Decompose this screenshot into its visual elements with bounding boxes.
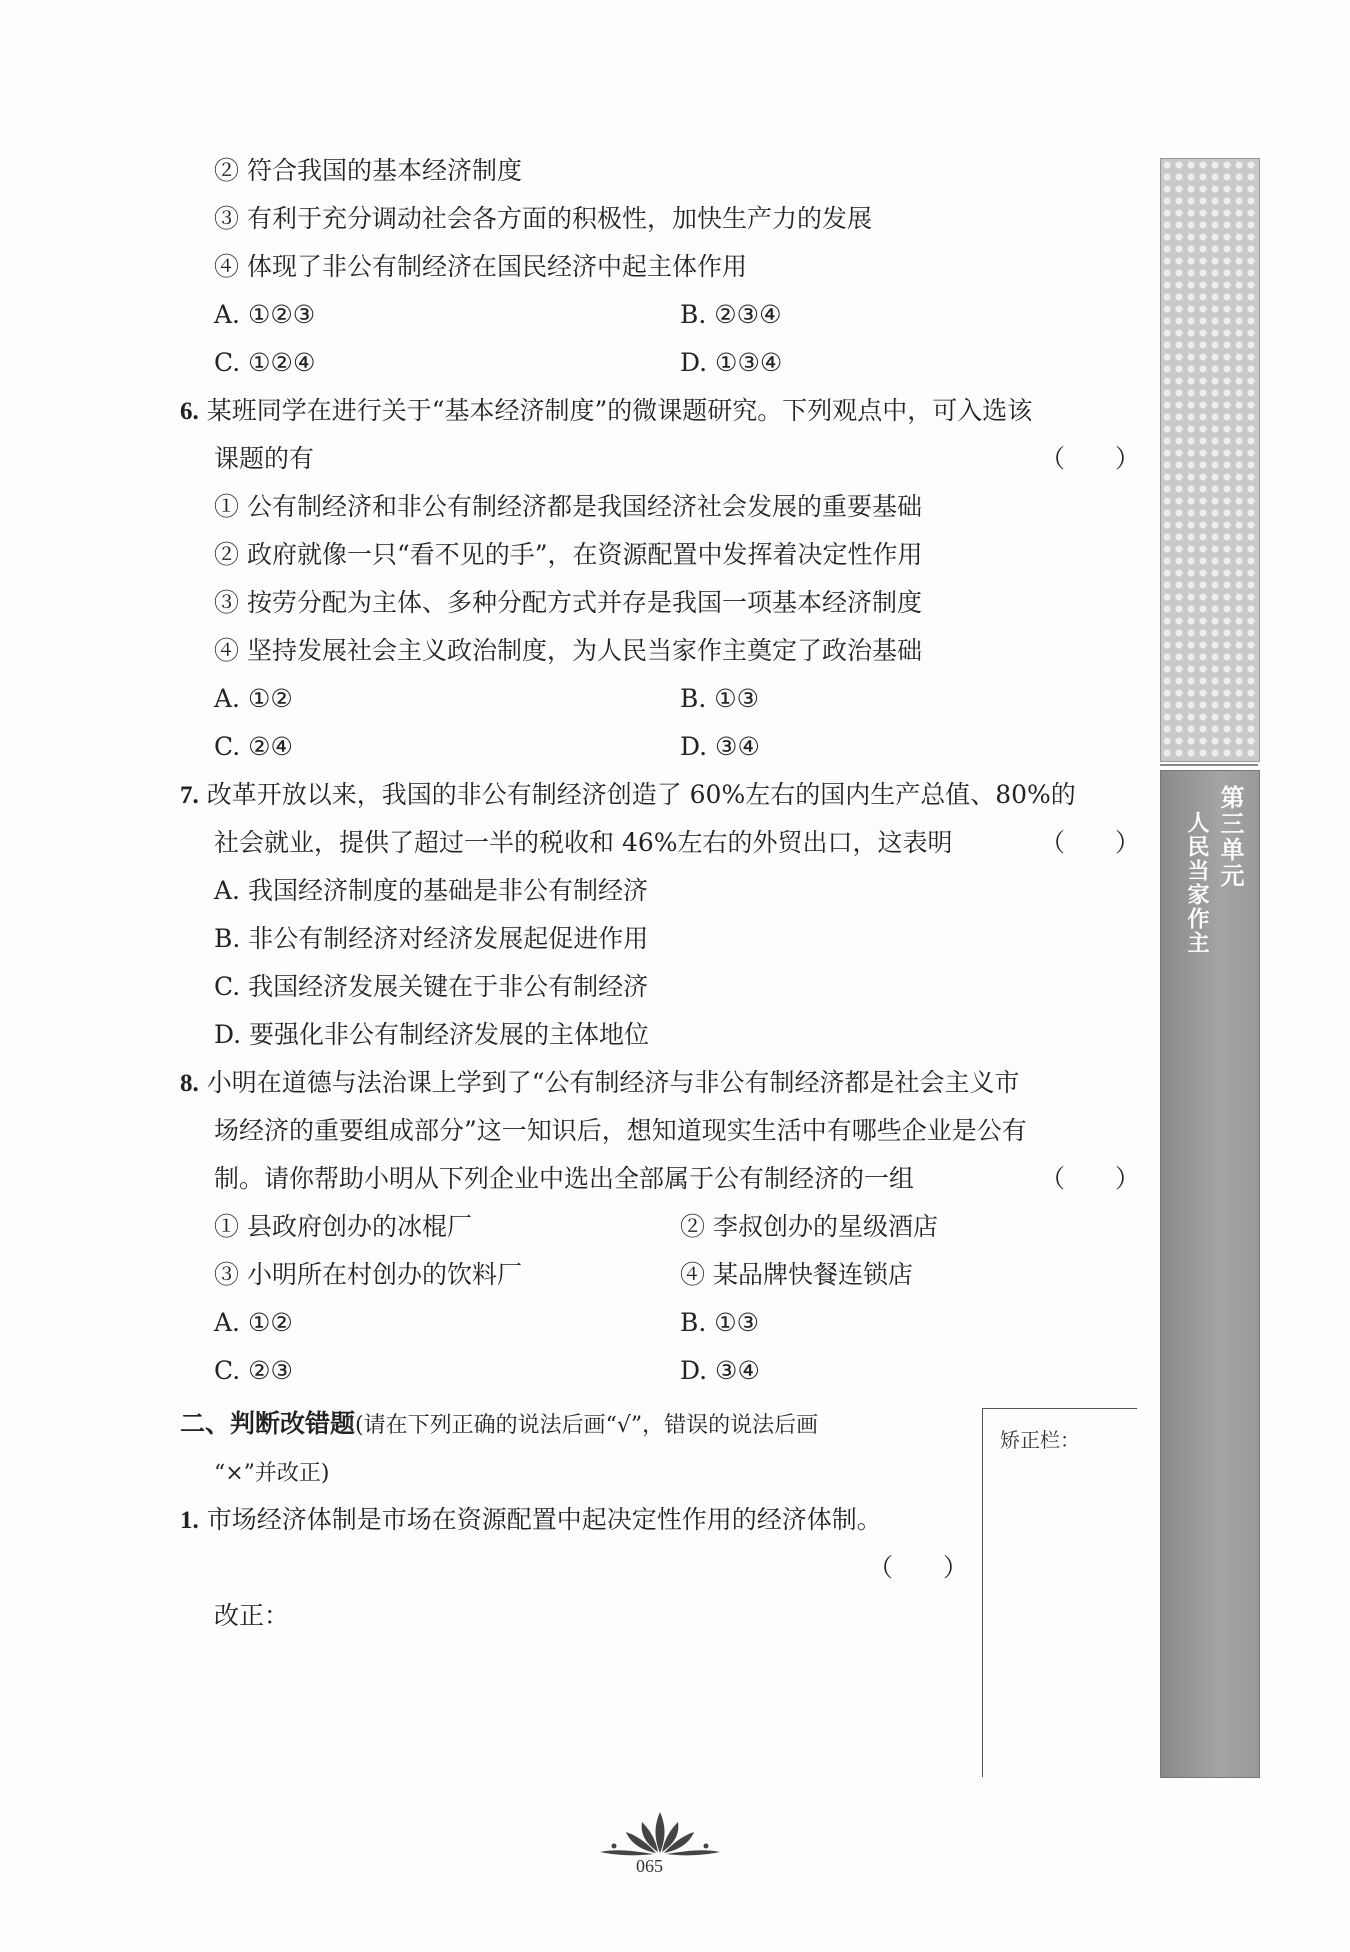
correction-column[interactable] <box>982 1408 1137 1777</box>
q5-choice-a[interactable]: A. ①②③ <box>214 300 316 329</box>
unit-title: 人民当家作主 <box>1184 811 1209 955</box>
q7-stem-line2: 社会就业，提供了超过一半的税收和 46%左右的外贸出口，这表明 <box>214 828 953 857</box>
q6-option-1: ① 公有制经济和非公有制经济都是我国经济社会发展的重要基础 <box>214 492 922 521</box>
q8-answer-blank[interactable]: （ ） <box>1040 1164 1141 1193</box>
q8-stem-text1: 小明在道德与法治课上学到了“公有制经济与非公有制经济都是社会主义市 <box>206 1068 1020 1097</box>
q7-choice-a[interactable]: A. 我国经济制度的基础是非公有制经济 <box>214 876 648 905</box>
q8-number: 8. <box>180 1070 199 1097</box>
q6-number: 6. <box>180 398 199 425</box>
q8-choice-a[interactable]: A. ①② <box>214 1308 293 1337</box>
j1-answer-blank[interactable]: （ ） <box>868 1553 969 1582</box>
q8-option-2: ② 李叔创办的星级酒店 <box>680 1212 938 1241</box>
q5-choice-b[interactable]: B. ②③④ <box>680 300 782 329</box>
q7-answer-blank[interactable]: （ ） <box>1040 828 1141 857</box>
side-tab-divider <box>1160 764 1258 766</box>
q6-stem-line2: 课题的有 <box>214 444 315 473</box>
q6-stem-line1 <box>180 395 1032 428</box>
q7-choice-c[interactable]: C. 我国经济发展关键在于非公有制经济 <box>214 972 649 1001</box>
q7-choice-d[interactable]: D. 要强化非公有制经济发展的主体地位 <box>214 1020 650 1049</box>
section-2-instruction-2: “×”并改正) <box>214 1461 330 1486</box>
q6-option-4: ④ 坚持发展社会主义政治制度，为人民当家作主奠定了政治基础 <box>214 636 922 665</box>
q8-option-3: ③ 小明所在村创办的饮料厂 <box>214 1260 522 1289</box>
q5-choice-d[interactable]: D. ①③④ <box>680 348 783 377</box>
q5-choice-c[interactable]: C. ①②④ <box>214 348 316 377</box>
q6-choice-d[interactable]: D. ③④ <box>680 732 760 761</box>
q6-option-3: ③ 按劳分配为主体、多种分配方式并存是我国一项基本经济制度 <box>214 588 922 617</box>
q5-option-2: ② 符合我国的基本经济制度 <box>214 156 522 185</box>
q8-stem-line1 <box>180 1067 1020 1100</box>
q7-number: 7. <box>180 782 199 809</box>
floral-ornament-icon <box>590 1808 730 1858</box>
q6-option-2: ② 政府就像一只“看不见的手”，在资源配置中发挥着决定性作用 <box>214 540 923 569</box>
q6-answer-blank[interactable]: （ ） <box>1040 444 1141 473</box>
side-tab <box>1160 770 1260 1778</box>
q8-choice-c[interactable]: C. ②③ <box>214 1356 293 1385</box>
section-2-instruction-line2 <box>214 1456 330 1490</box>
q6-choice-a[interactable]: A. ①② <box>214 684 293 713</box>
q8-stem-line2: 场经济的重要组成部分”这一知识后，想知道现实生活中有哪些企业是公有 <box>214 1116 1027 1145</box>
j1-number: 1. <box>180 1507 199 1534</box>
q6-choice-b[interactable]: B. ①③ <box>680 684 760 713</box>
page-number: 065 <box>636 1856 663 1876</box>
q8-stem-line3: 制。请你帮助小明从下列企业中选出全部属于公有制经济的一组 <box>214 1164 915 1193</box>
q8-choice-b[interactable]: B. ①③ <box>680 1308 760 1337</box>
q8-option-4: ④ 某品牌快餐连锁店 <box>680 1260 913 1289</box>
correction-column-label: 矫正栏： <box>1000 1428 1080 1452</box>
side-tab-pattern <box>1160 158 1260 762</box>
j1-stem-text: 市场经济体制是市场在资源配置中起决定性作用的经济体制。 <box>206 1505 882 1534</box>
q5-option-3: ③ 有利于充分调动社会各方面的积极性，加快生产力的发展 <box>214 204 872 233</box>
q7-stem-text1: 改革开放以来，我国的非公有制经济创造了 60%左右的国内生产总值、80%的 <box>206 780 1076 809</box>
j1-correction-label: 改正： <box>214 1601 290 1630</box>
unit-label: 第三单元 <box>1216 785 1244 889</box>
section-2-instruction-1: (请在下列正确的说法后画“√”，错误的说法后画 <box>355 1413 819 1438</box>
j1-stem-line <box>180 1504 882 1537</box>
section-2-heading <box>180 1408 818 1442</box>
q8-option-1: ① 县政府创办的冰棍厂 <box>214 1212 472 1241</box>
q8-choice-d[interactable]: D. ③④ <box>680 1356 760 1385</box>
section-2-title: 二、判断改错题 <box>180 1409 356 1438</box>
q7-stem-line1 <box>180 779 1076 812</box>
q6-stem-text1: 某班同学在进行关于“基本经济制度”的微课题研究。下列观点中，可入选该 <box>206 396 1033 425</box>
q5-option-4: ④ 体现了非公有制经济在国民经济中起主体作用 <box>214 252 747 281</box>
q6-choice-c[interactable]: C. ②④ <box>214 732 293 761</box>
q7-choice-b[interactable]: B. 非公有制经济对经济发展起促进作用 <box>214 924 649 953</box>
